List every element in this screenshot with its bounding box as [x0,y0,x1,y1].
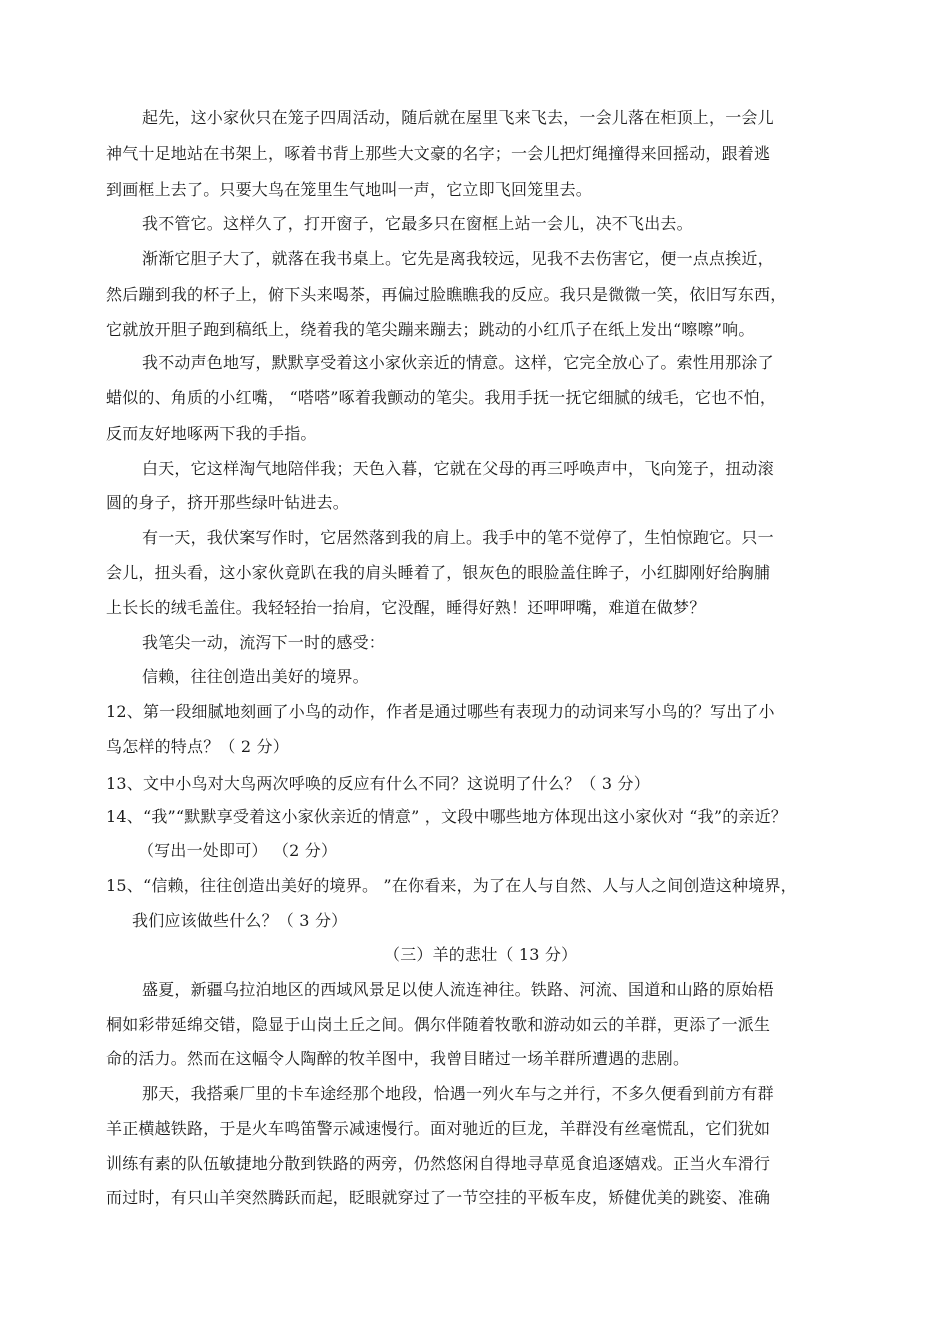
paragraph-line: 有一天，我伏案写作时，它居然落到我的肩上。我手中的笔不觉停了，生怕惊跑它。只一 [142,528,774,547]
paragraph-line: 蜡似的、角质的小红嘴， “嗒嗒”啄着我颤动的笔尖。我用手抚一抚它细腻的绒毛，它也不怕， [106,388,777,407]
paragraph-line: 上长长的绒毛盖住。我轻轻抬一抬肩，它没醒，睡得好熟！还呷呷嘴，难道在做梦？ [106,598,706,617]
question-line: 15、“信赖，往往创造出美好的境界。 ”在你看来，为了在人与自然、人与人之间创造这种境界， [106,876,797,895]
paragraph-line: 神气十足地站在书架上，啄着书背上那些大文豪的名字；一会儿把灯绳撞得来回摇动，跟着逃 [106,144,771,163]
paragraph-line: 白天，它这样淘气地陪伴我；天色入暮，它就在父母的再三呼唤声中，飞向笼子，扭动滚 [142,459,774,478]
paragraph-line: 信赖，往往创造出美好的境界。 [142,667,369,686]
paragraph-line: 然后蹦到我的杯子上，俯下头来喝茶，再偏过脸瞧瞧我的反应。我只是微微一笑，依旧写东西， [106,285,787,304]
question-line: （写出一处即可） （2 分） [138,841,338,860]
question-line: 鸟怎样的特点？（ 2 分） [106,737,289,756]
paragraph-line: 我不动声色地写，默默享受着这小家伙亲近的情意。这样，它完全放心了。索性用那涂了 [142,353,774,372]
paragraph-line: 我不管它。这样久了，打开窗子，它最多只在窗框上站一会儿，决不飞出去。 [142,214,693,233]
paragraph-line: 桐如彩带延绵交错，隐显于山岗土丘之间。偶尔伴随着牧歌和游动如云的羊群，更添了一派生 [106,1015,771,1034]
question-line: 12、第一段细腻地刻画了小鸟的动作，作者是通过哪些有表现力的动词来写小鸟的？写出了小 [106,702,775,721]
question-line: 14、“我”“默默享受着这小家伙亲近的情意” ，文段中哪些地方体现出这小家伙对 “我”的亲近？ [106,807,788,826]
paragraph-line: 圆的身子，挤开那些绿叶钻进去。 [106,493,350,512]
paragraph-line: 盛夏，新疆乌拉泊地区的西域风景足以使人流连神往。铁路、河流、国道和山路的原始梧 [142,980,774,999]
paragraph-line: 那天，我搭乘厂里的卡车途经那个地段，恰遇一列火车与之并行，不多久便看到前方有群 [142,1084,774,1103]
paragraph-line: 我笔尖一动，流泻下一时的感受： [142,633,386,652]
question-line: 13、文中小鸟对大鸟两次呼唤的反应有什么不同？这说明了什么？（ 3 分） [106,774,650,793]
paragraph-line: 起先，这小家伙只在笼子四周活动，随后就在屋里飞来飞去，一会儿落在柜顶上，一会儿 [142,108,774,127]
question-line: 我们应该做些什么？（ 3 分） [132,911,348,930]
paragraph-line: 训练有素的队伍敏捷地分散到铁路的两旁，仍然悠闲自得地寻草觅食追逐嬉戏。正当火车滑行 [106,1154,771,1173]
paragraph-line: 到画框上去了。只要大鸟在笼里生气地叫一声，它立即飞回笼里去。 [106,180,593,199]
paragraph-line: 会儿，扭头看，这小家伙竟趴在我的肩头睡着了，银灰色的眼脸盖住眸子，小红脚刚好给胸脯 [106,563,771,582]
paragraph-line: 它就放开胆子跑到稿纸上，绕着我的笔尖蹦来蹦去；跳动的小红爪子在纸上发出“嚓嚓”响。 [106,320,755,339]
paragraph-line: 羊正横越铁路，于是火车鸣笛警示减速慢行。面对驰近的巨龙，羊群没有丝毫慌乱，它们犹如 [106,1119,771,1138]
paragraph-line: 而过时，有只山羊突然腾跃而起，眨眼就穿过了一节空挂的平板车皮，矫健优美的跳姿、准确 [106,1188,771,1207]
section-title: （三）羊的悲壮（ 13 分） [384,945,578,964]
paragraph-line: 命的活力。然而在这幅令人陶醉的牧羊图中，我曾目睹过一场羊群所遭遇的悲剧。 [106,1049,690,1068]
paragraph-line: 渐渐它胆子大了，就落在我书桌上。它先是离我较远，见我不去伤害它，便一点点挨近， [142,249,774,268]
paragraph-line: 反而友好地啄两下我的手指。 [106,424,317,443]
